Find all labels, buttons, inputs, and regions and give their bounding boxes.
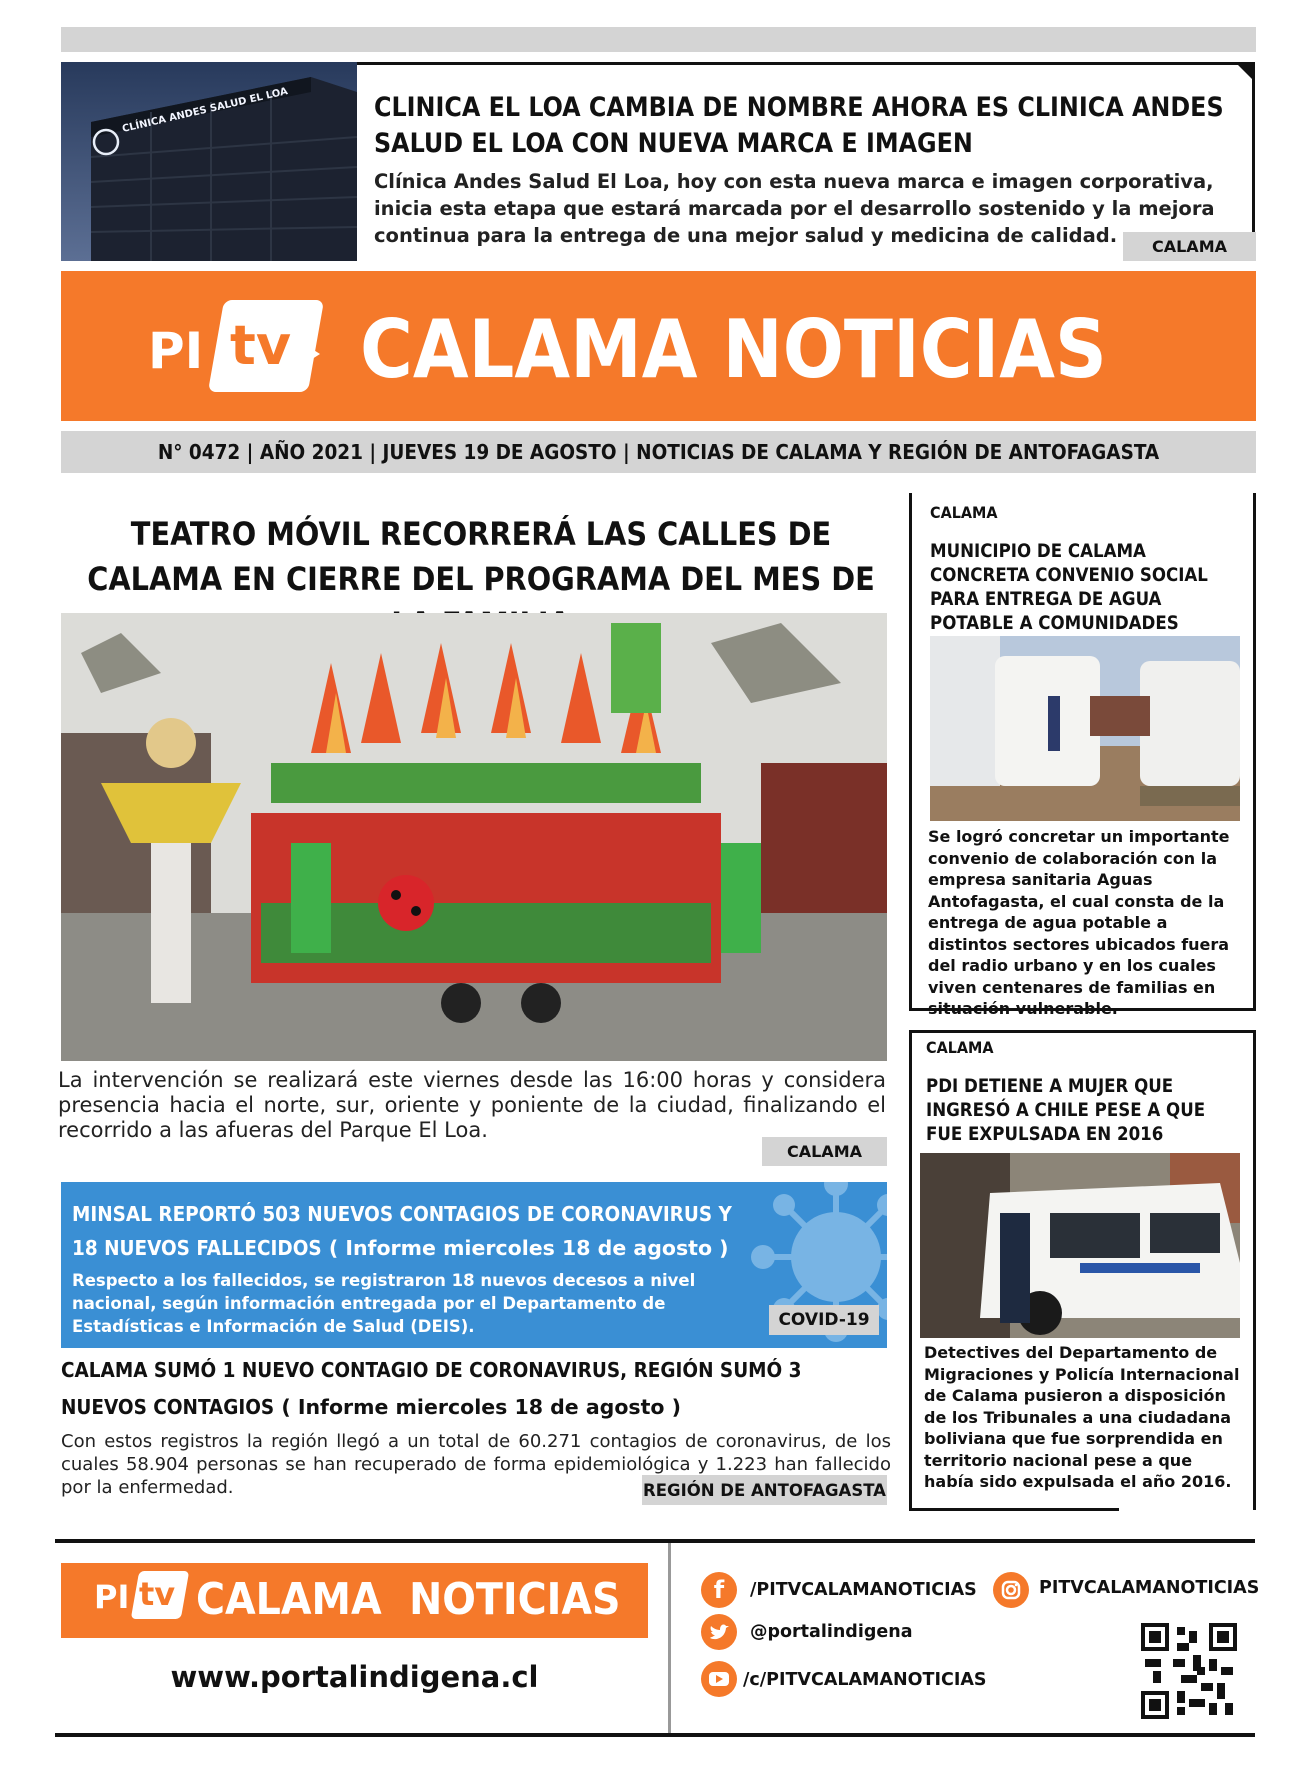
youtube-handle[interactable]: /c/PITVCALAMANOTICIAS: [743, 1670, 987, 1690]
masthead-title: CALAMA NOTICIAS: [360, 303, 1107, 396]
region-title-note: ( Informe miercoles 18 de agosto ): [281, 1395, 682, 1419]
footer-website[interactable]: www.portalindigena.cl: [170, 1660, 539, 1694]
covid-title: MINSAL REPORTÓ 503 NUEVOS CONTAGIOS DE CORONAVIRUS Y 18 NUEVOS FALLECIDOS: [72, 1202, 732, 1260]
covid-title-block[interactable]: [72, 1197, 752, 1265]
covid-title-note: ( Informe miercoles 18 de agosto ): [328, 1236, 729, 1260]
top-story-corner: [1235, 62, 1255, 82]
facebook-icon[interactable]: f: [701, 1572, 737, 1608]
qr-code-icon[interactable]: [1141, 1623, 1237, 1719]
footer-logo-tv: tv: [139, 1575, 176, 1613]
side-story-2-title[interactable]: PDI DETIENE A MUJER QUE INGRESÓ A CHILE PESE A QUE FUE EXPULSADA EN 2016: [926, 1076, 1206, 1145]
region-title-block[interactable]: [61, 1352, 891, 1426]
footer-logo-pi: PI: [94, 1578, 130, 1616]
side-story-1-kicker: CALAMA: [930, 503, 998, 522]
logo-play-icon: [298, 340, 320, 368]
side-story-1-body: Se logró concretar un importante convenio de colaboración con la empresa sanitaria Aguas Antofagasta, el cual consta de la entrega de agua potable a distintos sectores ubicados fuera del radio urbano y en los cuales viven centenares de familias en situación vulnerable.: [928, 827, 1230, 1018]
region-tag[interactable]: REGIÓN DE ANTOFAGASTA: [642, 1475, 887, 1505]
twitter-handle[interactable]: @portalindigena: [750, 1622, 913, 1642]
youtube-icon[interactable]: [701, 1661, 737, 1697]
top-story-tag[interactable]: CALAMA: [1123, 232, 1256, 261]
region-body: Con estos registros la región llegó a un total de 60.271 contagios de coronavirus, de los cuales 58.904 personas se han recuperado de forma epidemiológica y 1.223 han fallecido por la enfermedad.: [61, 1431, 891, 1498]
instagram-icon[interactable]: [993, 1572, 1029, 1608]
masthead-logo: [148, 300, 338, 400]
top-grey-bar: [61, 27, 1256, 52]
region-title: CALAMA SUMÓ 1 NUEVO CONTAGIO DE CORONAVIRUS, REGIÓN SUMÓ 3 NUEVOS CONTAGIOS: [61, 1358, 802, 1419]
pdi-photo: [920, 1153, 1240, 1338]
side-story-2-bottom-line: [909, 1508, 1119, 1511]
clinic-photo: [61, 62, 357, 261]
main-story-title[interactable]: TEATRO MÓVIL RECORRERÁ LAS CALLES DE CALAMA EN CIERRE DEL PROGRAMA DEL MES DE: [87, 515, 875, 598]
facebook-handle[interactable]: /PITVCALAMANOTICIAS: [750, 1580, 977, 1600]
covid-tag[interactable]: COVID-19: [769, 1305, 879, 1335]
twitter-icon[interactable]: [701, 1614, 737, 1650]
theater-photo: [61, 613, 887, 1061]
side-story-2-kicker: CALAMA: [926, 1038, 994, 1057]
top-story-body: Clínica Andes Salud El Loa, hoy con esta nueva marca e imagen corporativa, inicia esta etapa que estará marcada por el desarrollo sostenido y la mejora continua para la entrega de una mejor salud y medicina de calidad.: [374, 170, 1215, 247]
top-story-title[interactable]: CLINICA EL LOA CAMBIA DE NOMBRE AHORA ES CLINICA ANDES SALUD EL LOA CON NUEVA MARCA E IMAGEN: [374, 92, 1224, 159]
side-story-1-title[interactable]: MUNICIPIO DE CALAMA CONCRETA CONVENIO SOCIAL PARA ENTREGA DE AGUA POTABLE A COMUNIDADES: [930, 541, 1208, 634]
covid-body: Respecto a los fallecidos, se registraron 18 nuevos decesos a nivel nacional, según información entregada por el Departamento de Estadísticas e Información de Salud (DEIS).: [72, 1271, 696, 1336]
footer-title: CALAMA NOTICIAS: [196, 1574, 621, 1625]
footer-rule-bottom: [55, 1733, 1255, 1737]
logo-tv: tv: [230, 314, 292, 377]
logo-pi: PI: [148, 322, 204, 380]
footer-divider: [668, 1543, 671, 1733]
water-tanks-photo: [930, 636, 1240, 821]
issue-line: N° 0472 | AÑO 2021 | JUEVES 19 DE AGOSTO | NOTICIAS DE CALAMA Y REGIÓN DE ANTOFAGASTA: [157, 440, 1160, 464]
main-story-tag[interactable]: CALAMA: [762, 1137, 887, 1166]
main-story-body: La intervención se realizará este viernes desde las 16:00 horas y considera presencia hacia el norte, sur, oriente y poniente de la ciudad, finalizando el recorrido a las afueras del Parque El Loa.: [58, 1068, 886, 1142]
instagram-handle[interactable]: PITVCALAMANOTICIAS: [1039, 1578, 1260, 1598]
side-story-2-body: Detectives del Departamento de Migraciones y Policía Internacional de Calama pusieron a disposición de los Tribunales a una ciudadana boliviana que fue sorprendida en territorio nacional pese a que había sido expulsada el año 2016.: [924, 1343, 1240, 1491]
clinic-sign-text: CLÍNICA ANDES SALUD EL LOA: [121, 86, 289, 135]
footer-rule-top: [55, 1539, 1255, 1543]
